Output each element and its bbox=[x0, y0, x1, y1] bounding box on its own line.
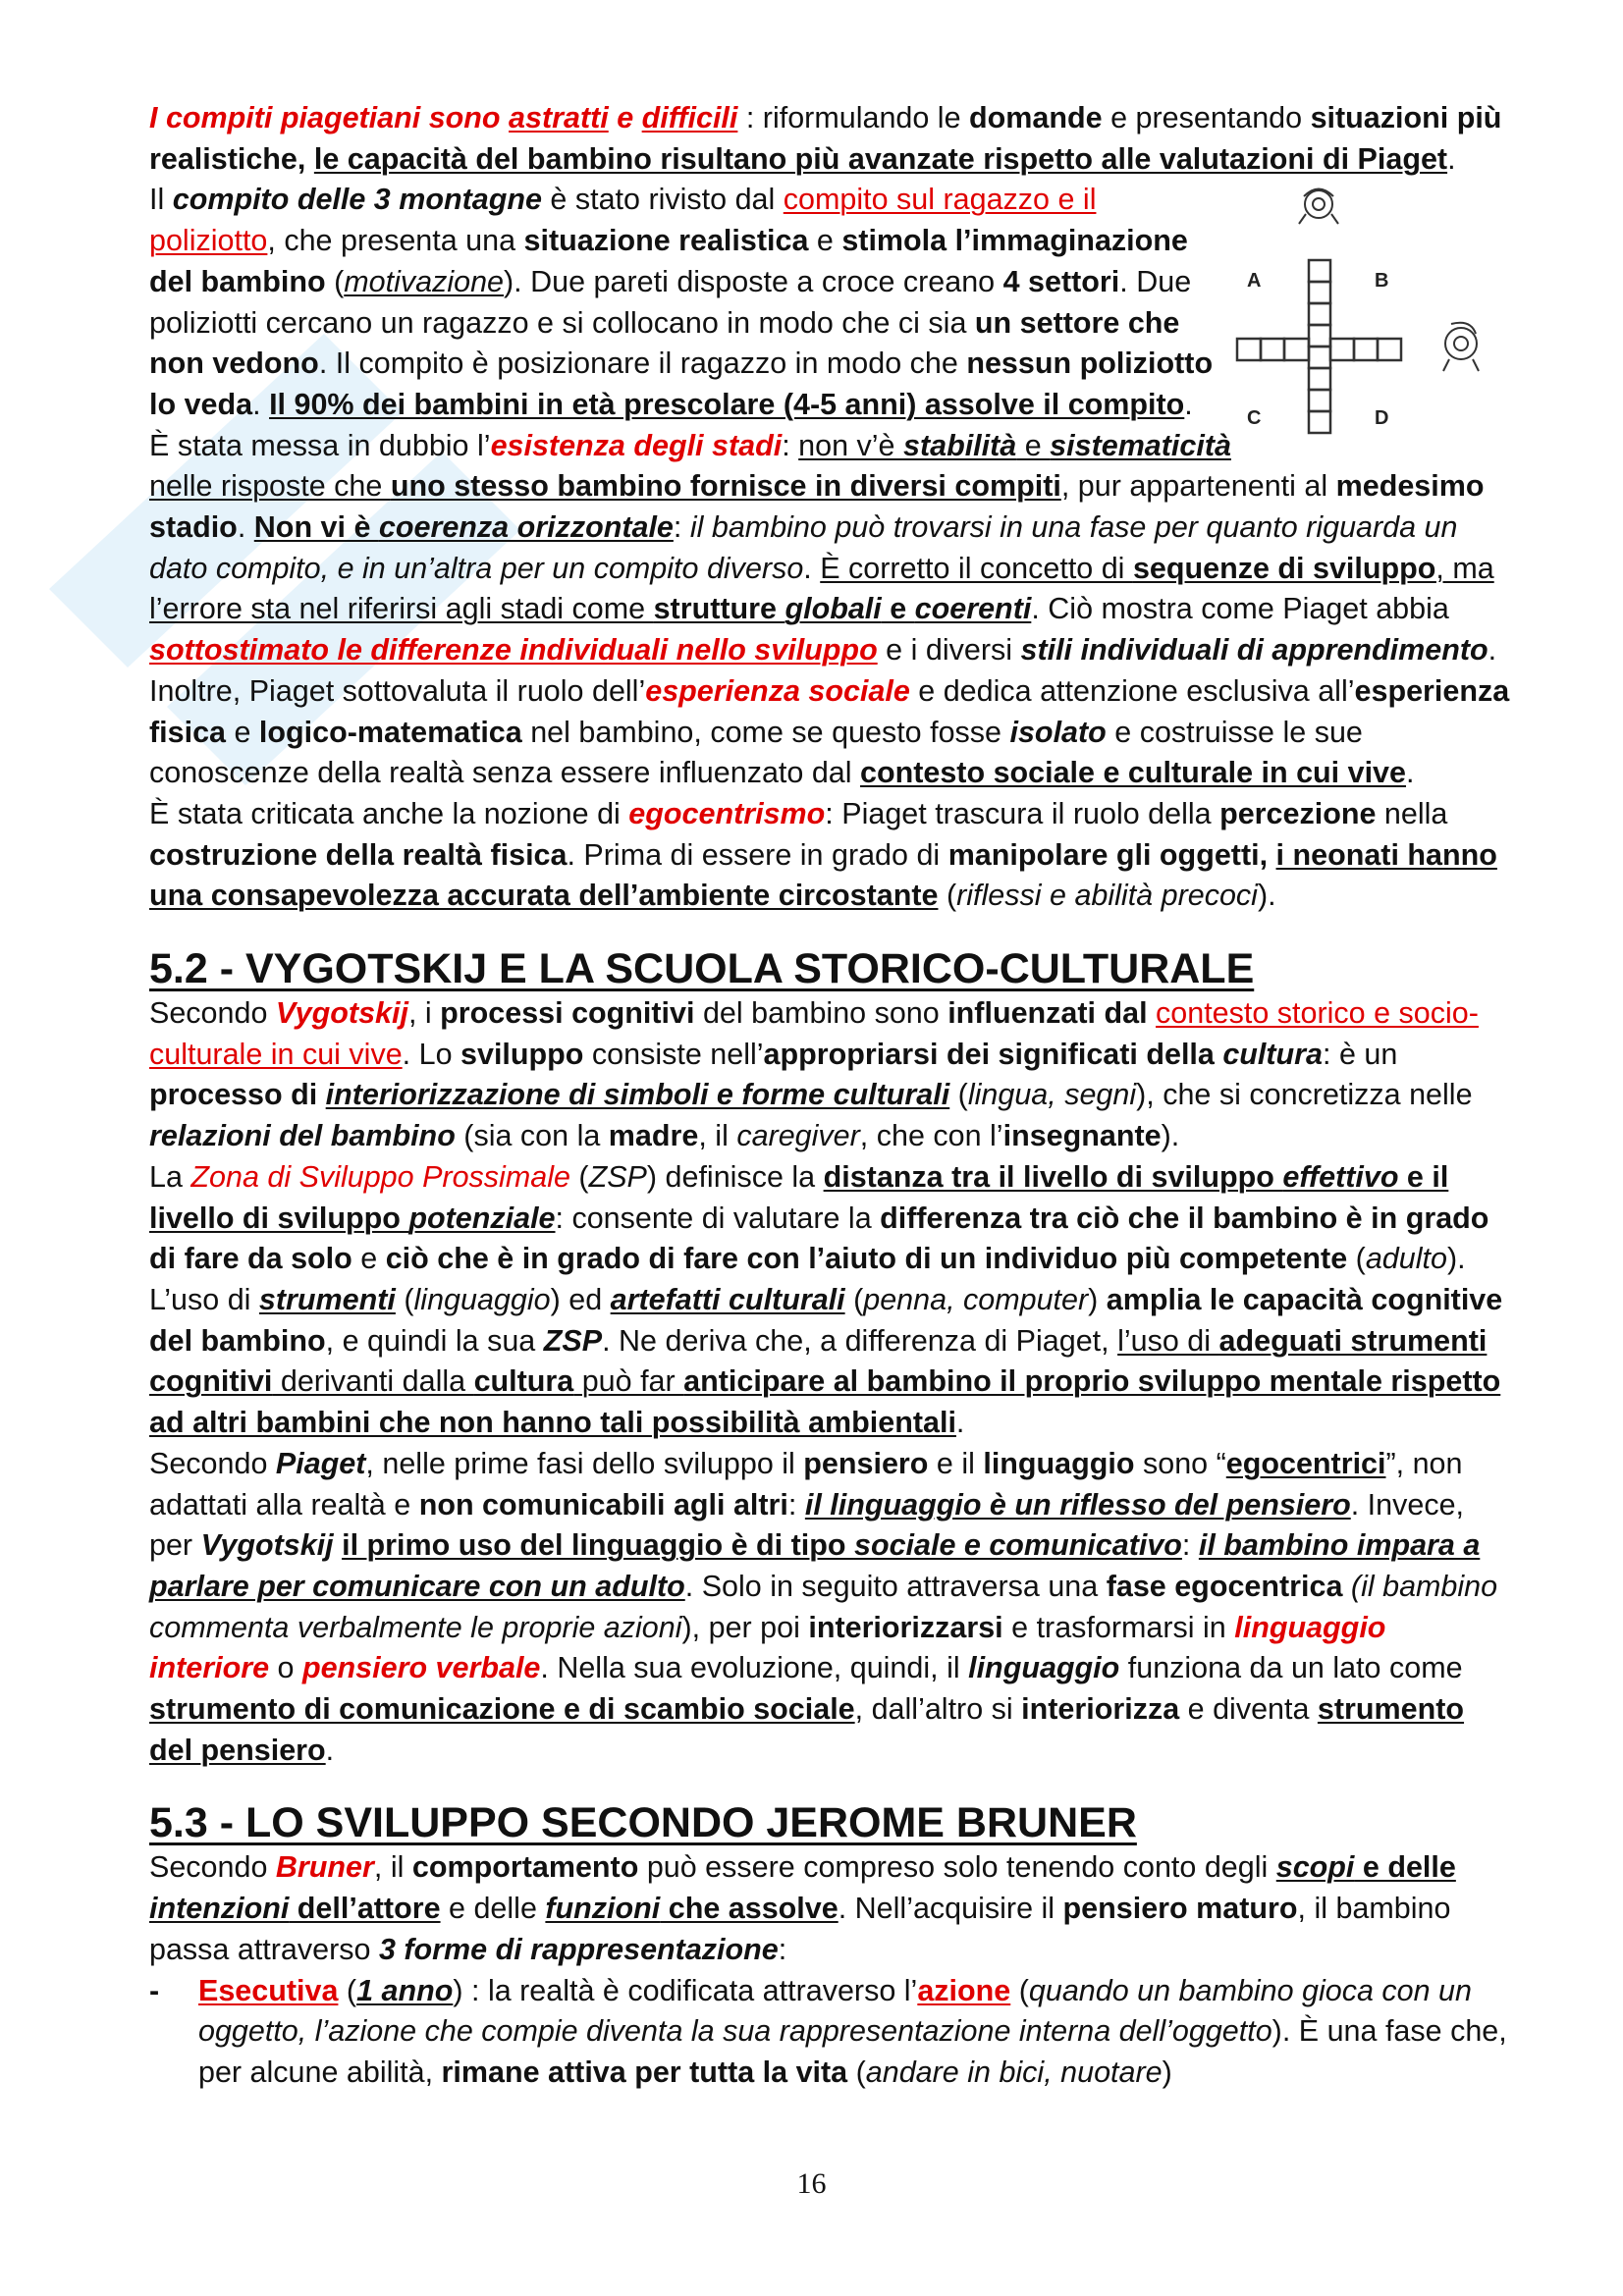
text: riflessi e abilità precoci bbox=[956, 879, 1258, 913]
text: il primo uso del linguaggio è di tipo bbox=[342, 1528, 854, 1563]
text: andare in bici, nuotare bbox=[865, 2055, 1163, 2089]
text: sociale e comunicativo bbox=[853, 1528, 1182, 1563]
text: ( bbox=[338, 1973, 357, 2007]
text: comportamento bbox=[411, 1850, 639, 1885]
text: lo veda bbox=[149, 387, 253, 421]
text: le capacità del bambino risultano più avanzate rispetto alle valutazioni di Piaget bbox=[313, 141, 1448, 176]
text: e costruisse le sue bbox=[1106, 715, 1363, 749]
text: rimane attiva per tutta la vita bbox=[441, 2055, 848, 2089]
text: compito delle 3 montagne bbox=[172, 183, 542, 217]
text: globali bbox=[784, 592, 882, 626]
text: e bbox=[881, 592, 915, 626]
text: e bbox=[808, 224, 842, 258]
text: : consente di valutare la bbox=[555, 1201, 881, 1235]
text: ( bbox=[847, 2055, 866, 2089]
text: non comunicabili agli altri bbox=[418, 1487, 788, 1522]
text: . Il compito è posizionare il ragazzo in modo che bbox=[318, 347, 967, 381]
text: situazione realistica bbox=[523, 224, 809, 258]
text: . bbox=[803, 551, 821, 585]
text: oggetto, l’azione che compie diventa la sua rappresentazione interna dell’oggetto bbox=[198, 2014, 1272, 2049]
text: . bbox=[252, 387, 270, 421]
text: può essere compreso solo tenendo conto degli bbox=[638, 1850, 1276, 1885]
text: e bbox=[352, 1242, 386, 1276]
text: compito sul ragazzo e il bbox=[783, 183, 1097, 217]
text: . bbox=[1488, 633, 1497, 667]
text: Secondo bbox=[149, 996, 276, 1031]
text: l’uso di bbox=[1117, 1323, 1219, 1358]
text: fase egocentrica bbox=[1106, 1569, 1343, 1603]
astratti-term: astratti bbox=[509, 101, 609, 134]
text: poliziotto bbox=[149, 224, 268, 258]
text: Bruner bbox=[275, 1850, 374, 1885]
text: , ma bbox=[1435, 551, 1494, 585]
text: pensiero verbale bbox=[301, 1651, 541, 1685]
text: poliziotti cercano un ragazzo e si collocano in modo che ci sia bbox=[149, 305, 975, 340]
text: e presentando bbox=[1102, 101, 1311, 134]
text bbox=[1342, 1570, 1350, 1603]
text: . Solo in seguito attraversa una bbox=[684, 1569, 1107, 1603]
text: ( bbox=[938, 879, 957, 913]
text: . Ciò mostra come Piaget abbia bbox=[1031, 592, 1449, 626]
text: scopi bbox=[1275, 1850, 1355, 1885]
text: stadio bbox=[149, 510, 238, 545]
section-heading-5-3: 5.3 - LO SVILUPPO SECONDO JEROME BRUNER bbox=[149, 1799, 1137, 1847]
text: , pur appartenenti al bbox=[1060, 469, 1336, 504]
text: , bbox=[297, 141, 314, 176]
text: ) bbox=[1088, 1282, 1107, 1316]
text: e diventa bbox=[1179, 1692, 1318, 1727]
text: ciò che è in grado di fare con l’aiuto di un individuo più competente bbox=[385, 1242, 1348, 1276]
text: strutture bbox=[653, 592, 785, 626]
text: 3 forme di rappresentazione bbox=[378, 1932, 779, 1966]
text: (sia con la bbox=[455, 1119, 609, 1153]
text: motivazione bbox=[344, 264, 505, 298]
list-bullet: - bbox=[149, 1973, 160, 2007]
text: e bbox=[226, 715, 259, 749]
text: ad altri bambini che non hanno tali possibilità ambientali bbox=[149, 1406, 956, 1440]
text: parlare per comunicare con un adulto bbox=[149, 1569, 685, 1603]
text: dato compito, e in un’altra per un compito diverso bbox=[149, 551, 804, 585]
text: penna, computer bbox=[863, 1282, 1089, 1316]
text: coerenza orizzontale bbox=[378, 510, 674, 545]
text: . Ne deriva che, a differenza di Piaget, bbox=[602, 1323, 1118, 1358]
text: strumento di comunicazione e di scambio sociale bbox=[149, 1692, 855, 1727]
text: non v’è bbox=[798, 428, 903, 462]
text: , il bambino bbox=[1297, 1892, 1451, 1926]
text: è stato rivisto dal bbox=[541, 183, 784, 217]
text: Il 90% dei bambini in età prescolare (4-5 anni) assolve il compito bbox=[269, 387, 1185, 421]
text: passa attraverso bbox=[149, 1932, 379, 1966]
text: linguaggio bbox=[968, 1651, 1120, 1685]
text: È stata messa in dubbio l’ bbox=[149, 428, 491, 462]
text: : è un bbox=[1323, 1037, 1398, 1071]
text: ). Due pareti disposte a croce creano bbox=[504, 264, 1003, 298]
text: Secondo bbox=[149, 1850, 276, 1885]
text: adeguati strumenti bbox=[1218, 1323, 1488, 1358]
label-b: B bbox=[1375, 270, 1389, 292]
text: linguaggio bbox=[983, 1446, 1135, 1480]
text: cultura bbox=[1222, 1037, 1324, 1071]
text: una consapevolezza accurata dell’ambiente circostante bbox=[149, 879, 939, 913]
section-heading-5-2: 5.2 - VYGOTSKIJ E LA SCUOLA STORICO-CULTURALE bbox=[149, 945, 1255, 993]
text: processi cognitivi bbox=[440, 996, 695, 1031]
text: isolato bbox=[1009, 715, 1107, 749]
text: coerenti bbox=[914, 592, 1032, 626]
text: e il bbox=[928, 1446, 984, 1480]
text: amplia le capacità cognitive bbox=[1106, 1282, 1503, 1316]
text: culturale in cui vive bbox=[149, 1037, 403, 1071]
text: egocentrismo bbox=[628, 796, 826, 830]
text: 1 anno bbox=[356, 1973, 454, 2007]
text: . bbox=[237, 510, 254, 545]
text: Zona di Sviluppo Prossimale bbox=[190, 1159, 570, 1194]
text: Esecutiva bbox=[198, 1973, 339, 2007]
text: ) bbox=[1162, 2055, 1172, 2089]
text: il bambino può trovarsi in una fase per quanto riguarda un bbox=[689, 510, 1458, 545]
text: È stata criticata anche la nozione di bbox=[149, 796, 629, 830]
text: : Piaget trascura il ruolo della bbox=[825, 796, 1220, 830]
text: un settore che bbox=[974, 305, 1180, 340]
text: percezione bbox=[1219, 796, 1377, 830]
text: . bbox=[1447, 141, 1456, 176]
label-d: D bbox=[1375, 407, 1389, 429]
text: di fare da solo bbox=[149, 1242, 352, 1276]
text: : bbox=[673, 510, 690, 545]
text: sono “ bbox=[1134, 1446, 1226, 1480]
text: situazioni più bbox=[1310, 101, 1502, 134]
text: La bbox=[149, 1159, 191, 1194]
text: Il bbox=[149, 183, 173, 217]
text: nelle risposte che bbox=[149, 469, 391, 504]
text: del pensiero bbox=[149, 1733, 326, 1767]
text: intenzioni bbox=[149, 1892, 290, 1926]
text: ( bbox=[325, 264, 345, 298]
text: dell’attore bbox=[289, 1892, 441, 1926]
text: Piaget bbox=[275, 1446, 366, 1480]
text: medesimo bbox=[1335, 469, 1485, 504]
text: caregiver bbox=[736, 1119, 860, 1153]
text: per bbox=[149, 1528, 201, 1563]
text: quando un bambino gioca con un bbox=[1028, 1973, 1472, 2007]
text: L’uso di bbox=[149, 1282, 259, 1316]
text: ZSP bbox=[543, 1323, 603, 1358]
text: 4 settori bbox=[1002, 264, 1120, 298]
text: ( bbox=[1347, 1242, 1366, 1276]
text: contesto sociale e culturale in cui vive bbox=[860, 756, 1406, 790]
text: : bbox=[787, 1487, 805, 1522]
text: e bbox=[1016, 428, 1051, 462]
text: . bbox=[1406, 756, 1415, 790]
text: anticipare al bambino il proprio sviluppo mentale rispetto bbox=[683, 1364, 1501, 1399]
text: , che con l’ bbox=[859, 1119, 1003, 1153]
text: , e quindi la sua bbox=[325, 1323, 544, 1358]
text: ( bbox=[395, 1282, 414, 1316]
text: . Due bbox=[1119, 264, 1192, 298]
text: : bbox=[782, 428, 799, 462]
text: adattati alla realtà e bbox=[149, 1487, 419, 1522]
text: cultura bbox=[473, 1364, 574, 1399]
text: ZSP bbox=[588, 1159, 647, 1194]
text: influenzati dal bbox=[947, 996, 1157, 1031]
text: manipolare gli oggetti, bbox=[947, 837, 1276, 872]
text: , dall’altro si bbox=[854, 1692, 1022, 1727]
text: appropriarsi dei significati della bbox=[763, 1037, 1223, 1071]
text bbox=[334, 1528, 342, 1562]
text: del bambino bbox=[149, 1323, 326, 1358]
text: che assolve bbox=[660, 1892, 839, 1926]
text: differenza tra ciò che il bambino è in grado bbox=[880, 1201, 1489, 1235]
text: interiore bbox=[149, 1651, 270, 1685]
text: stimola l’immaginazione bbox=[841, 224, 1188, 258]
text: nella bbox=[1376, 796, 1448, 830]
text: funzioni bbox=[545, 1892, 661, 1926]
text: stili individuali di apprendimento bbox=[1020, 633, 1488, 667]
text: (il bambino bbox=[1350, 1569, 1498, 1603]
text: ”, non bbox=[1385, 1446, 1463, 1480]
text: nel bambino, come se questo fosse bbox=[521, 715, 1010, 749]
text: uno stesso bambino fornisce in diversi compiti bbox=[390, 469, 1061, 504]
text: , i bbox=[407, 996, 441, 1031]
text: Vygotskij bbox=[200, 1528, 334, 1563]
text: sviluppo bbox=[460, 1037, 584, 1071]
text: . Prima di essere in grado di bbox=[567, 837, 948, 872]
text: costruzione della realtà fisica bbox=[149, 837, 568, 872]
text: interiorizzazione di simboli e forme culturali bbox=[325, 1078, 950, 1112]
text: ). È una fase che, bbox=[1271, 2014, 1507, 2049]
text: strumenti bbox=[258, 1282, 396, 1316]
text: : bbox=[778, 1932, 787, 1966]
text: , il bbox=[698, 1119, 737, 1153]
text: ( bbox=[844, 1282, 864, 1316]
text: pensiero maturo bbox=[1062, 1892, 1298, 1926]
text: pensiero bbox=[803, 1446, 929, 1480]
text: può far bbox=[573, 1364, 684, 1399]
text: l’errore sta nel riferirsi agli stadi come bbox=[149, 592, 654, 626]
text: linguaggio bbox=[413, 1282, 551, 1316]
text: i neonati hanno bbox=[1275, 837, 1497, 872]
text: realistiche bbox=[149, 141, 298, 176]
text: . Lo bbox=[402, 1037, 461, 1071]
text: e delle bbox=[440, 1892, 546, 1926]
difficili-term: difficili bbox=[641, 101, 738, 134]
text: insegnante bbox=[1002, 1119, 1162, 1153]
text: . Invece, bbox=[1350, 1487, 1465, 1522]
text: del bambino bbox=[149, 264, 326, 298]
text: derivanti dalla bbox=[272, 1364, 474, 1399]
text: relazioni del bambino bbox=[149, 1119, 456, 1153]
text: ). bbox=[1257, 879, 1276, 913]
text: . Nell’acquisire il bbox=[838, 1892, 1063, 1926]
text: esperienza bbox=[1354, 673, 1510, 708]
text: e i diversi bbox=[877, 633, 1021, 667]
text: Vygotskij bbox=[275, 996, 408, 1031]
text: consiste nell’ bbox=[583, 1037, 764, 1071]
text: madre bbox=[608, 1119, 699, 1153]
text: esperienza sociale bbox=[645, 673, 910, 708]
text: . Nella sua evoluzione, quindi, il bbox=[540, 1651, 969, 1685]
text: nessun poliziotto bbox=[966, 347, 1214, 381]
text: azione bbox=[917, 1973, 1011, 2007]
text: ), che si concretizza nelle bbox=[1136, 1078, 1473, 1112]
text: ), per poi bbox=[681, 1610, 809, 1644]
text: conoscenze della realtà senza essere influenzato dal bbox=[149, 756, 860, 790]
text: . bbox=[325, 1733, 335, 1767]
text: ). bbox=[1446, 1242, 1466, 1276]
text: del bambino sono bbox=[694, 996, 948, 1031]
text: ). bbox=[1161, 1119, 1180, 1153]
text: : riformulando le bbox=[737, 101, 970, 134]
text: Inoltre, Piaget sottovaluta il ruolo dell’ bbox=[149, 673, 646, 708]
text: distanza tra il livello di sviluppo bbox=[823, 1159, 1283, 1194]
page-number: 16 bbox=[796, 2167, 827, 2200]
text: sequenze di sviluppo bbox=[1132, 551, 1436, 585]
text: effettivo bbox=[1282, 1159, 1399, 1194]
text: . bbox=[1184, 387, 1193, 421]
text: ( bbox=[1010, 1973, 1029, 2007]
text: e bbox=[608, 101, 642, 134]
text: commenta verbalmente le proprie azioni bbox=[149, 1610, 682, 1644]
text: Secondo bbox=[149, 1446, 276, 1480]
text: , il bbox=[373, 1850, 412, 1885]
text: ) ed bbox=[550, 1282, 611, 1316]
text: , nelle prime fasi dello sviluppo il bbox=[365, 1446, 804, 1480]
text: livello di sviluppo bbox=[149, 1201, 409, 1235]
text: . bbox=[955, 1406, 965, 1440]
text: il linguaggio è un riflesso del pensiero bbox=[804, 1487, 1351, 1522]
text: È corretto il concetto di bbox=[820, 551, 1133, 585]
text: ) definisce la bbox=[646, 1159, 824, 1194]
text: Non vi è bbox=[253, 510, 379, 545]
text: per alcune abilità, bbox=[198, 2055, 442, 2089]
text: linguaggio bbox=[1234, 1610, 1386, 1644]
text: ) : la realtà è codificata attraverso l’ bbox=[453, 1973, 918, 2007]
text: ( bbox=[569, 1159, 589, 1194]
text: lingua, segni bbox=[967, 1078, 1137, 1112]
text: ( bbox=[949, 1078, 968, 1112]
text: fisica bbox=[149, 715, 226, 749]
text: strumento bbox=[1317, 1692, 1465, 1727]
text: esistenza degli stadi bbox=[490, 428, 783, 462]
text: e dedica attenzione esclusiva all’ bbox=[909, 673, 1355, 708]
text: logico-matematica bbox=[258, 715, 522, 749]
text: e trasformarsi in bbox=[1002, 1610, 1235, 1644]
text: potenziale bbox=[408, 1201, 556, 1235]
label-a: A bbox=[1247, 270, 1262, 292]
text: non vedono bbox=[149, 347, 319, 381]
intro-title: I compiti piagetiani sono bbox=[149, 101, 510, 134]
text: e il bbox=[1398, 1159, 1449, 1194]
text: artefatti culturali bbox=[610, 1282, 845, 1316]
text: : bbox=[1181, 1528, 1199, 1563]
text: interiorizzarsi bbox=[808, 1610, 1003, 1644]
text: contesto storico e socio- bbox=[1156, 996, 1479, 1031]
text: funziona da un lato come bbox=[1119, 1651, 1463, 1685]
label-c: C bbox=[1247, 407, 1262, 429]
text: sistematicità bbox=[1050, 428, 1231, 462]
text: sottostimato le differenze individuali nello sviluppo bbox=[149, 633, 878, 667]
text: egocentrici bbox=[1225, 1446, 1386, 1480]
text: il bambino impara a bbox=[1198, 1528, 1481, 1563]
text: interiorizza bbox=[1021, 1692, 1180, 1727]
text: cognitivi bbox=[149, 1364, 273, 1399]
text: domande bbox=[969, 101, 1103, 134]
text: processo di bbox=[149, 1078, 326, 1112]
text: adulto bbox=[1365, 1242, 1447, 1276]
text: e delle bbox=[1354, 1850, 1456, 1885]
text: stabilità bbox=[902, 428, 1017, 462]
text: , che presenta una bbox=[267, 224, 524, 258]
text: o bbox=[269, 1651, 302, 1685]
